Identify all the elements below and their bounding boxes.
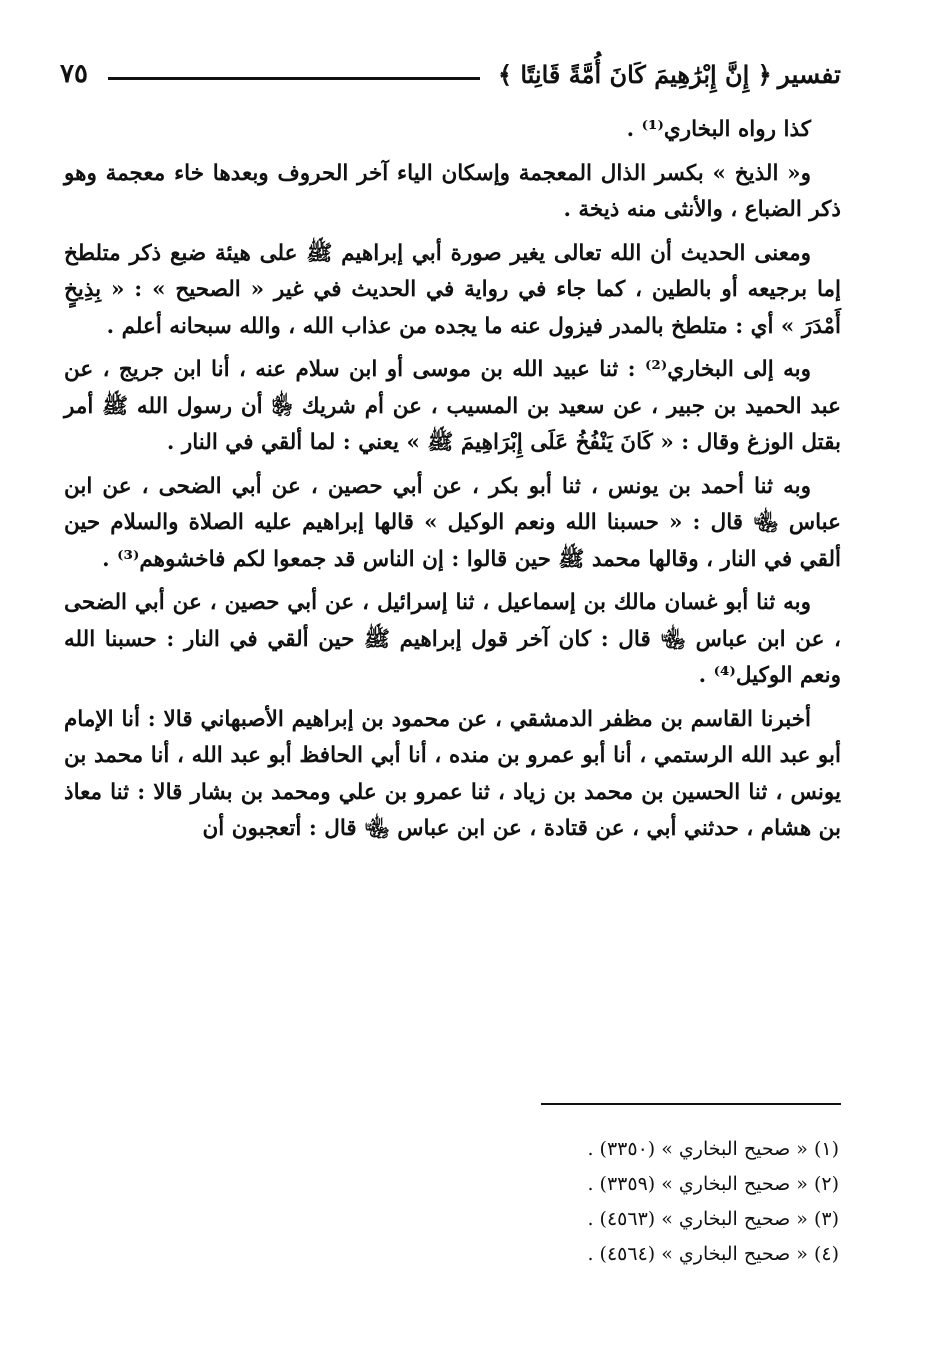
running-header <box>60 52 841 96</box>
footnote-4: (٤) « صحيح البخاري » (٤٥٦٤) . <box>587 1243 839 1265</box>
header-rule <box>108 77 480 80</box>
page-number: ٧٥ <box>60 59 88 89</box>
paragraph-1: كذا رواه البخاري⁽¹⁾ . <box>626 117 811 142</box>
paragraph-3: ومعنى الحديث أن الله تعالى يغير صورة أبي إبراهيم ﷺ على هيئة ضبع ذكر متلطخ إما برجيعه أو بالطين ، كما جاء في رواية في الحديث في غير « الصحيح » : « بِذِيخٍ أَمْدَرَ » أي : متلطخ بالمدر فيزول عنه ما يجده من عذاب الله ، والله سبحانه أعلم . <box>64 240 841 339</box>
footnotes <box>380 1132 839 1272</box>
paragraph-2: و« الذيخ » بكسر الذال المعجمة وإسكان الياء آخر الحروف وبعدها خاء معجمة وهو ذكر الضباع ، والأنثى منه ذيخة . <box>64 160 841 222</box>
running-header-title: تفسير <box>777 59 841 89</box>
paragraph-7: أخبرنا القاسم بن مظفر الدمشقي ، عن محمود بن إبراهيم الأصبهاني قالا : أنا الإمام أبو عبد الله الرستمي ، أنا أبو عمرو بن منده ، أنا أبي الحافظ أبو عبد الله ، أنا محمد بن يونس ، ثنا الحسين بن محمد بن زياد ، ثنا عمرو بن علي ومحمد بن بشار قالا : ثنا معاذ بن هشام ، حدثني أبي ، عن قتادة ، عن ابن عباس ﵄ قال : أتعجبون أن <box>64 706 841 841</box>
footnote-separator <box>541 1103 841 1105</box>
footnote-3: (٣) « صحيح البخاري » (٤٥٦٣) . <box>587 1208 839 1230</box>
paragraph-5: وبه ثنا أحمد بن يونس ، ثنا أبو بكر ، عن أبي حصين ، عن أبي الضحى ، عن ابن عباس ﵄ قال : « حسبنا الله ونعم الوكيل » قالها إبراهيم عليه الصلاة والسلام حين ألقي في النار ، وقالها محمد ﷺ حين قالوا : إن الناس قد جمعوا لكم فاخشوهم⁽³⁾ . <box>64 473 841 572</box>
paragraph-4: وبه إلى البخاري⁽²⁾ : ثنا عبيد الله بن موسى أو ابن سلام عنه ، أنا ابن جريج ، عن عبد الحميد بن جبير ، عن سعيد بن المسيب ، عن أم شريك ﵂ أن رسول الله ﷺ أمر بقتل الوزغ وقال : « كَانَ يَنْفُخُ عَلَى إِبْرَاهِيمَ ﷺ » يعني : لما ألقي في النار . <box>64 357 841 455</box>
main-text <box>64 112 841 855</box>
footnote-1: (١) « صحيح البخاري » (٣٣٥٠) . <box>587 1138 839 1160</box>
paragraph-6: وبه ثنا أبو غسان مالك بن إسماعيل ، ثنا إسرائيل ، عن أبي حصين ، عن أبي الضحى ، عن ابن عباس ﵄ قال : كان آخر قول إبراهيم ﷺ حين ألقي في النار : حسبنا الله ونعم الوكيل⁽⁴⁾ . <box>64 590 841 688</box>
footnote-2: (٢) « صحيح البخاري » (٣٣٥٩) . <box>587 1173 839 1195</box>
running-header-quranic-verse: ﴿ إِنَّ إِبْرَٰهِيمَ كَانَ أُمَّةً قَانِتًا ﴾ <box>497 59 772 89</box>
